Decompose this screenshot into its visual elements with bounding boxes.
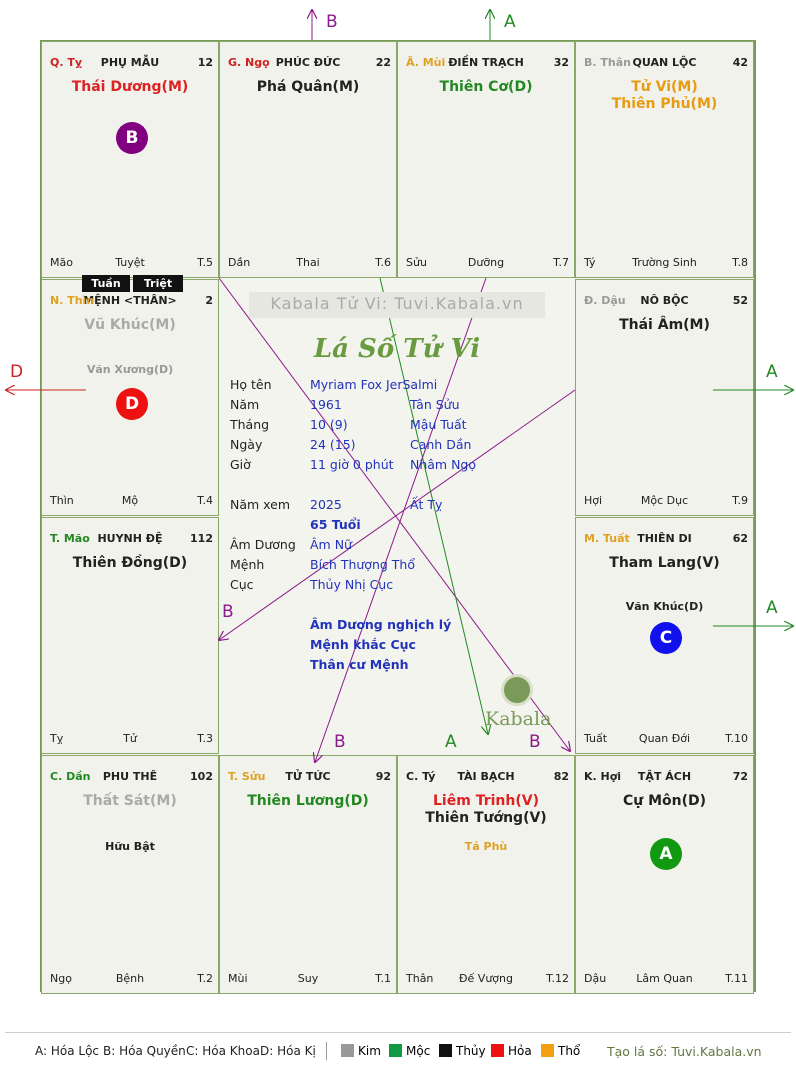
palace-age-number: 102 [190,770,213,783]
palace-term: T.12 [546,972,569,985]
palace-name: QUAN LỘC [632,56,697,69]
center-info-panel [219,278,575,753]
info-value: 10 (9) [310,417,348,432]
palace-stage: Mộc Dục [640,494,689,507]
triet-badge: Triệt [133,275,183,292]
info-value: 1961 [310,397,342,412]
element-swatch [439,1044,452,1057]
palace-branch-bottom: Tý [584,256,596,269]
palace-stem-branch: Q. Tỵ [50,56,83,69]
legend-element-1 [389,1044,430,1058]
kabala-brand-text: Kabala [485,708,552,730]
major-star: Thiên Cơ(D) [439,79,533,95]
palace-age-number: 82 [553,770,569,783]
circle-a-marker: A [650,838,682,870]
palace-age-number: 52 [732,294,748,307]
info-value: 11 giờ 0 phút [310,457,394,472]
palace-age-number: 12 [197,56,213,69]
info-label: Ngày [230,437,263,452]
palace-branch-bottom: Tỵ [50,732,64,745]
info-value: Bích Thượng Thổ [310,557,415,572]
arrow-label-a: A [504,12,516,32]
element-name: Kim [358,1044,381,1058]
watermark-text: Kabala Tử Vi: Tuvi.Kabala.vn [270,294,524,313]
palace-stage: Dưỡng [467,256,505,269]
palace-name: ĐIỀN TRẠCH [448,56,524,69]
arrow-label-b: B [222,602,234,622]
palace-stem-branch: C. Tý [406,770,436,783]
major-star: Thái Dương(M) [71,79,189,95]
palace-term: T.1 [375,972,391,985]
palace-name: TẬT ÁCH [637,770,692,783]
legend-bar [0,1032,796,1070]
chart-note: Mệnh khắc Cục [310,637,416,652]
palace-name: THIÊN DI [637,532,692,545]
legend-element-4 [541,1044,580,1058]
info-cannchi: Canh Dần [410,437,472,452]
chart-note: Thân cư Mệnh [310,657,409,672]
major-star: Liêm Trinh(V) [433,793,539,809]
palace-age-number: 112 [190,532,213,545]
major-star: Phá Quân(M) [256,79,360,95]
palace-age-number: 22 [375,56,391,69]
palace-stem-branch: Đ. Dậu [584,294,626,307]
element-name: Mộc [406,1044,431,1058]
element-name: Thủy [456,1044,486,1058]
info-label: Giờ [230,457,251,472]
site-credit-link[interactable]: Tạo lá số: Tuvi.Kabala.vn [607,1044,762,1059]
legend-hoa-ki: D: Hóa Kị [260,1044,316,1058]
nam-xem-cannchi: Ất Tỵ [410,497,443,512]
info-label: Âm Dương [230,537,296,552]
palace-branch-bottom: Sửu [406,256,427,269]
legend-hoa-quyen: B: Hóa Quyền [103,1044,186,1058]
info-cannchi: Tân Sửu [410,397,460,412]
palace-stage: Quan Đới [638,732,691,745]
element-name: Hỏa [508,1044,532,1058]
arrow-label-b: B [326,12,338,32]
palace-branch-bottom: Tuất [584,732,608,745]
palace-stem-branch: M. Tuất [584,532,630,545]
palace-term: T.2 [197,972,213,985]
palace-stem-branch: N. Thìn [50,294,95,307]
nam-xem-label: Năm xem [230,497,291,512]
major-star: Tham Lang(V) [609,555,720,571]
palace-stem-branch: C. Dần [50,770,91,783]
arrow-label-b: B [529,732,541,752]
palace-stage: Tuyệt [115,256,145,269]
minor-star: Văn Khúc(D) [625,600,704,613]
info-value: Myriam Fox JerSalmi [310,377,438,392]
circle-b-marker: B [116,122,148,154]
info-label: Mệnh [230,557,265,572]
tuan-badge: Tuần [82,275,130,292]
palace-branch-bottom: Dần [228,256,251,269]
palace-age-number: 92 [375,770,391,783]
arrow-label-a: A [445,732,457,752]
legend-divider [326,1042,327,1060]
major-star: Thiên Lương(D) [247,793,369,809]
palace-name: PHU THÊ [102,770,158,783]
info-label: Năm [230,397,260,412]
major-star: Thiên Phủ(M) [611,96,718,112]
palace-stem-branch: T. Sửu [228,770,266,783]
palace-name: PHỤ MẪU [100,56,160,69]
major-star: Thiên Đồng(D) [72,555,188,571]
palace-name: NÔ BỘC [640,294,689,307]
palace-age-number: 72 [732,770,748,783]
palace-stem-branch: G. Ngọ [228,56,270,69]
info-label: Tháng [230,417,270,432]
palace-branch-bottom: Mùi [228,972,248,985]
palace-term: T.9 [732,494,748,507]
minor-star: Văn Xương(D) [86,363,174,376]
palace-age-number: 62 [732,532,748,545]
element-swatch [341,1044,354,1057]
arrow-label-d: D [10,362,24,382]
palace-branch-bottom: Hợi [584,494,603,507]
major-star: Thất Sát(M) [83,793,177,809]
palace-term: T.7 [553,256,569,269]
nam-xem-value: 2025 [310,497,342,512]
minor-star: Hữu Bật [105,840,155,853]
palace-stage: Suy [297,972,319,985]
legend-element-3 [491,1044,532,1058]
info-cannchi: Mậu Tuất [410,417,467,432]
palace-branch-bottom: Ngọ [50,972,72,985]
info-value: 24 (15) [310,437,356,452]
palace-name: TÀI BẠCH [457,770,515,783]
element-swatch [541,1044,554,1057]
palace-stem-branch: Ã. Mùi [406,56,446,69]
info-value: Âm Nữ [310,537,352,552]
palace-branch-bottom: Mão [50,256,73,269]
element-swatch [491,1044,504,1057]
palace-term: T.6 [375,256,391,269]
major-star: Thiên Tướng(V) [425,810,547,826]
palace-branch-bottom: Dậu [584,972,607,985]
arrow-label-b: B [334,732,346,752]
chart-title: Lá Số Tử Vi [313,334,481,364]
arrow-label-a: A [766,598,778,618]
palace-term: T.10 [725,732,748,745]
legend-element-2 [439,1044,486,1058]
legend-hoa-loc: A: Hóa Lộc [35,1044,100,1058]
palace-stage: Đế Vượng [459,972,513,985]
palace-name: HUYNH ĐỆ [97,532,163,545]
palace-age-number: 42 [732,56,748,69]
info-label: Cục [230,577,254,592]
legend-element-0 [341,1044,381,1058]
circle-d-marker: D [116,388,148,420]
palace-stem-branch: B. Thân [584,56,631,69]
palace-stem-branch: K. Hợi [584,770,622,783]
palace-stage: Trường Sinh [632,256,697,269]
minor-star: Tả Phù [464,840,508,853]
palace-name: TỬ TỨC [285,770,331,783]
palace-branch-bottom: Thân [406,972,434,985]
palace-age-number: 32 [553,56,569,69]
major-star: Thái Âm(M) [619,317,710,333]
major-star: Cự Môn(D) [622,793,707,809]
age-value: 65 Tuổi [310,517,361,532]
palace-stage: Tử [123,732,137,745]
chart-note: Âm Dương nghịch lý [310,617,452,632]
palace-term: T.4 [197,494,213,507]
palace-stage: Thai [296,256,320,269]
palace-term: T.11 [725,972,748,985]
palace-term: T.8 [732,256,748,269]
info-value: Thủy Nhị Cục [310,577,394,592]
info-label: Họ tên [230,377,272,392]
major-star: Tử Vi(M) [631,79,698,95]
circle-c-marker: C [650,622,682,654]
palace-stage: Bệnh [115,972,145,985]
legend-hoa-khoa: C: Hóa Khoa [186,1044,260,1058]
palace-name: MỆNH <THÂN> [83,294,177,307]
palace-stage: Mộ [121,494,139,507]
palace-stem-branch: T. Mão [50,532,90,545]
major-star: Vũ Khúc(M) [84,317,176,333]
palace-age-number: 2 [205,294,213,307]
palace-stage: Lâm Quan [636,972,693,985]
palace-name: PHÚC ĐỨC [275,56,341,69]
palace-term: T.5 [197,256,213,269]
arrow-label-a: A [766,362,778,382]
palace-term: T.3 [197,732,213,745]
element-swatch [389,1044,402,1057]
palace-branch-bottom: Thìn [50,494,74,507]
element-name: Thổ [558,1044,581,1058]
kabala-logo-icon [501,674,533,706]
info-cannchi: Nhâm Ngọ [410,457,477,472]
